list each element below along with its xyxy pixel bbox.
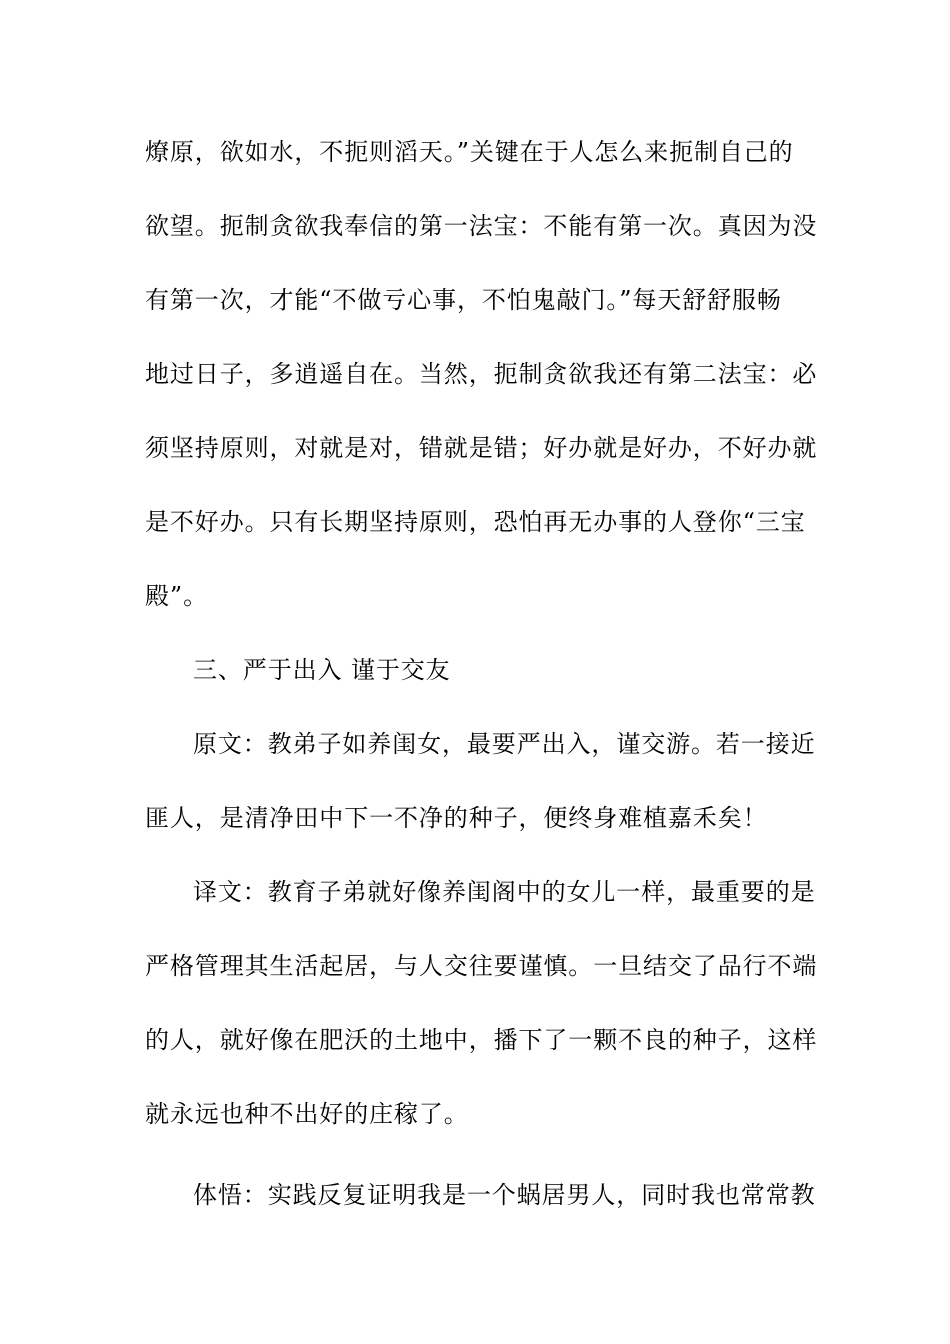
text-line: 严格管理其生活起居，与人交往要谨慎。一旦结交了品行不端 [145,952,818,980]
text-line: 地过日子，多逍遥自在。当然，扼制贪欲我还有第二法宝：必 [145,360,818,388]
text-line: 的人，就好像在肥沃的土地中，播下了一颗不良的种子，这样 [145,1026,818,1054]
text-line: 匪人，是清净田中下一不净的种子，便终身难植嘉禾矣！ [145,804,768,832]
text-line: 殿”。 [145,582,208,610]
text-line: 欲望。扼制贪欲我奉信的第一法宝：不能有第一次。真因为没 [145,212,818,240]
section-heading: 三、严于出入 谨于交友 [193,656,451,684]
text-line: 须坚持原则，对就是对，错就是错；好办就是好办，不好办就 [145,434,818,462]
text-line: 燎原，欲如水，不扼则滔天。”关键在于人怎么来扼制自己的 [145,138,794,166]
paragraph-start: 译文：教育子弟就好像养闺阁中的女儿一样，最重要的是 [193,878,816,906]
paragraph-start: 体悟：实践反复证明我是一个蜗居男人，同时我也常常教 [193,1181,816,1209]
text-line: 有第一次，才能“不做亏心事，不怕鬼敲门。”每天舒舒服畅 [145,286,782,314]
paragraph-start: 原文：教弟子如养闺女，最要严出入，谨交游。若一接近 [193,730,816,758]
text-line: 就永远也种不出好的庄稼了。 [145,1100,469,1128]
text-line: 是不好办。只有长期坚持原则，恐怕再无办事的人登你“三宝 [145,508,806,536]
